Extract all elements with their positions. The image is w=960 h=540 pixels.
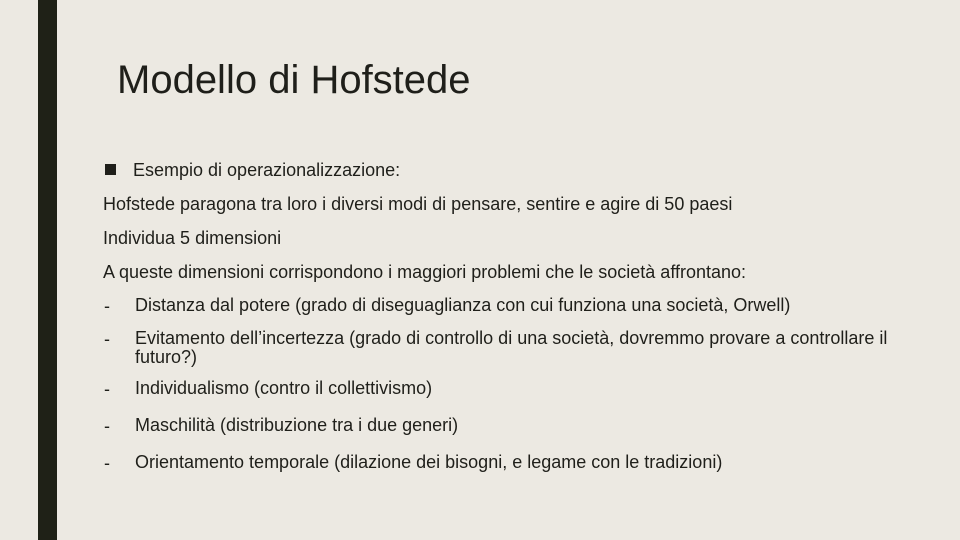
dash-marker: -: [104, 379, 110, 399]
text-line: Hofstede paragona tra loro i diversi modi di pensare, sentire e agire di 50 paesi: [103, 194, 733, 214]
dimension-text: Evitamento dell’incertezza (grado di controllo di una società, dovremmo provare a controllare il futuro?): [135, 328, 888, 367]
square-bullet-icon: [105, 164, 116, 175]
dash-marker: -: [104, 416, 110, 436]
text-line: Individua 5 dimensioni: [103, 228, 282, 248]
dimension-item: [103, 379, 923, 403]
dimension-text: Maschilità (distribuzione tra i due generi): [135, 415, 459, 435]
slide-title: Modello di Hofstede: [117, 58, 471, 102]
bullet-text: Esempio di operazionalizzazione:: [133, 160, 401, 180]
accent-side-bar: [38, 0, 57, 540]
dimension-item: [103, 329, 923, 367]
dimension-item: [103, 453, 923, 477]
dimension-item: [103, 416, 923, 440]
dimension-text: Distanza dal potere (grado di diseguaglianza con cui funziona una società, Orwell): [135, 295, 791, 315]
text-line: A queste dimensioni corrispondono i maggiori problemi che le società affrontano:: [103, 262, 747, 282]
bullet-item: [103, 160, 923, 184]
slide-content: [103, 160, 923, 490]
dimension-text: Individualismo (contro il collettivismo): [135, 378, 433, 398]
dimension-item: [103, 296, 923, 317]
dash-marker: -: [104, 296, 110, 316]
dash-marker: -: [104, 453, 110, 473]
dimension-text: Orientamento temporale (dilazione dei bisogni, e legame con le tradizioni): [135, 452, 723, 472]
dash-marker: -: [104, 329, 110, 349]
